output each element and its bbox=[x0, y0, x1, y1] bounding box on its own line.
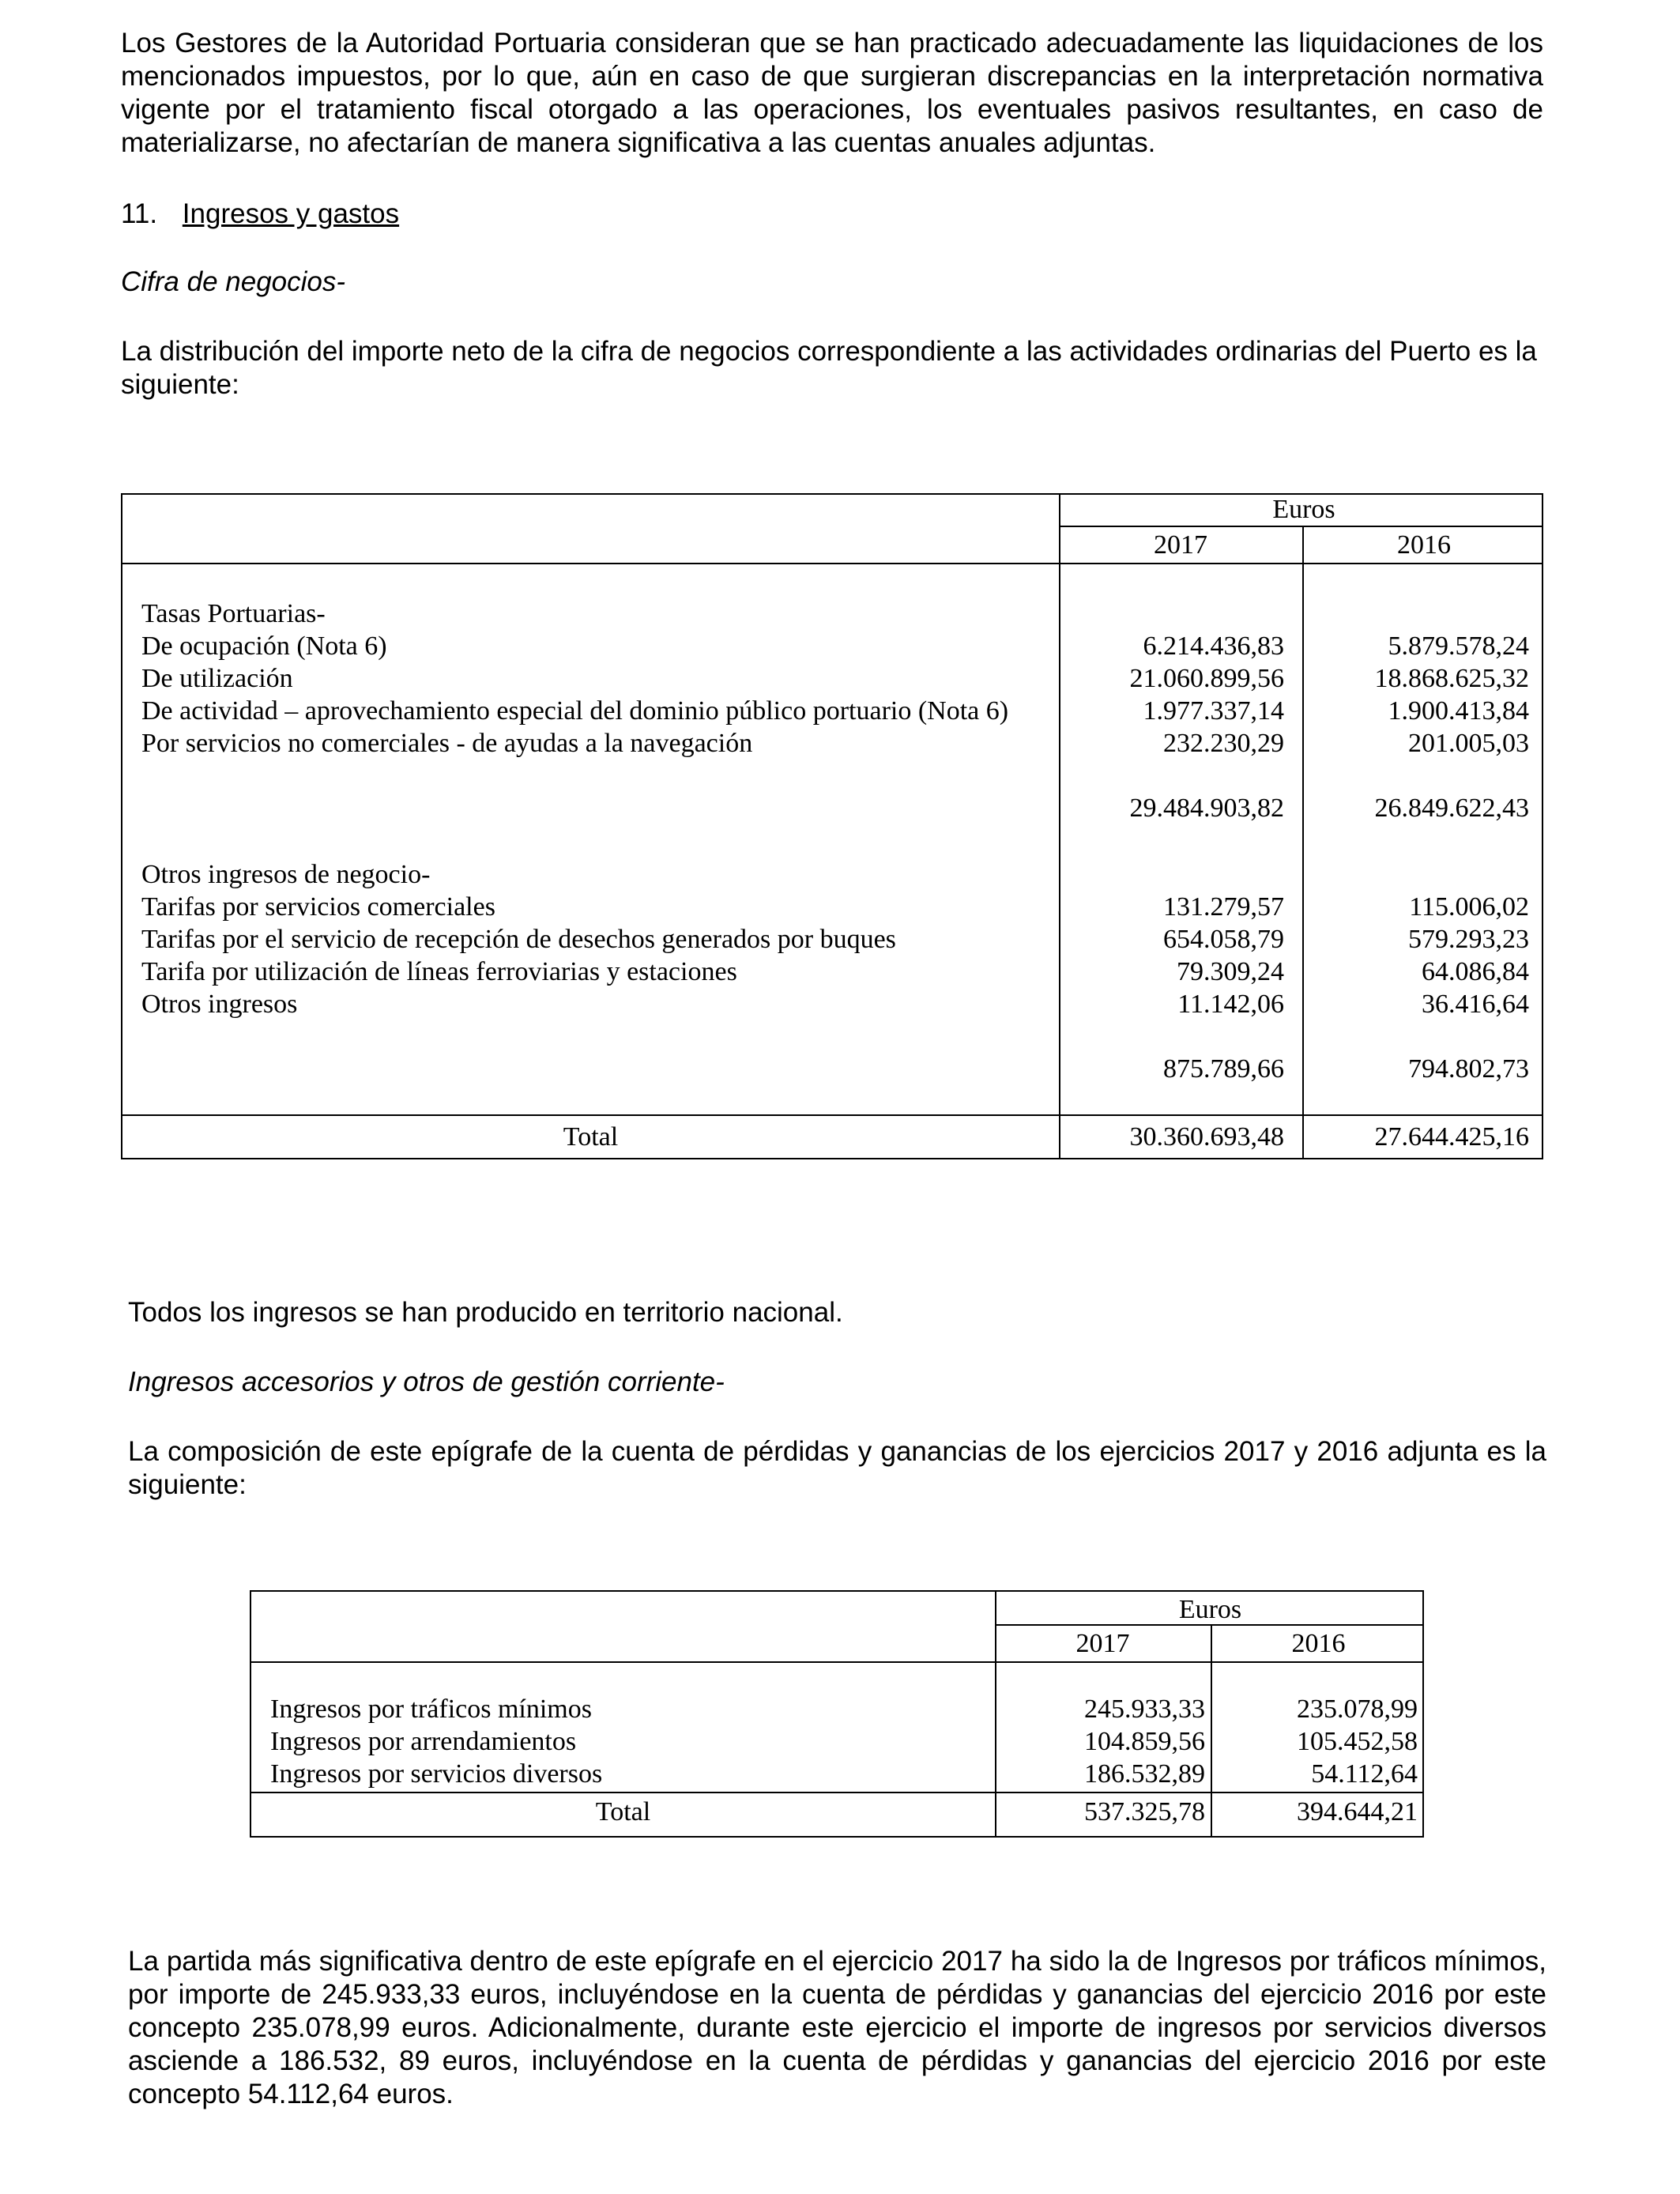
row-label: Ingresos por tráficos mínimos bbox=[270, 1695, 592, 1724]
row-value-2016: 54.112,64 bbox=[1311, 1759, 1418, 1789]
row-value-2017: 79.309,24 bbox=[1177, 957, 1284, 986]
table-divider bbox=[251, 1661, 1422, 1663]
cifra-negocios-table bbox=[121, 493, 1543, 1159]
total-2017: 30.360.693,48 bbox=[1129, 1122, 1284, 1152]
table-divider bbox=[122, 563, 1542, 564]
row-value-2016: 115.006,02 bbox=[1409, 892, 1529, 922]
row-value-2016: 64.086,84 bbox=[1422, 957, 1529, 986]
row-value-2017: 131.279,57 bbox=[1163, 892, 1284, 922]
accesorios-intro: La composición de este epígrafe de la cuenta de pérdidas y ganancias de los ejercicios 2017 y 2016 adjunta es la siguiente: bbox=[128, 1436, 1546, 1500]
cifra-negocios-subtitle: Cifra de negocios- bbox=[121, 266, 346, 297]
row-value-2017: 21.060.899,56 bbox=[1129, 664, 1284, 693]
row-label: De utilización bbox=[141, 664, 293, 693]
row-value-2017: 232.230,29 bbox=[1163, 729, 1284, 758]
row-label: Tarifa por utilización de líneas ferroviarias y estaciones bbox=[141, 957, 737, 986]
row-value-2016: 5.879.578,24 bbox=[1388, 631, 1529, 661]
row-label: Tarifas por el servicio de recepción de desechos generados por buques bbox=[141, 925, 896, 954]
row-label: Otros ingresos bbox=[141, 990, 298, 1019]
row-label: De actividad – aprovechamiento especial del dominio público portuario (Nota 6) bbox=[141, 696, 1009, 726]
table-divider bbox=[251, 1792, 1422, 1793]
cifra-negocios-intro: La distribución del importe neto de la cifra de negocios correspondiente a las actividades ordinarias del Puerto es la siguiente: bbox=[121, 336, 1537, 400]
row-label: Por servicios no comerciales - de ayudas a la navegación bbox=[141, 729, 753, 758]
year-header-2016: 2016 bbox=[1397, 530, 1451, 560]
section-title: Ingresos y gastos bbox=[182, 198, 400, 229]
group-title-otros: Otros ingresos de negocio- bbox=[141, 860, 431, 889]
subtotal-2016: 26.849.622,43 bbox=[1374, 794, 1529, 823]
row-value-2016: 18.868.625,32 bbox=[1374, 664, 1529, 693]
currency-header: Euros bbox=[1178, 1595, 1242, 1624]
row-value-2016: 1.900.413,84 bbox=[1388, 696, 1529, 726]
closing-paragraph: La partida más significativa dentro de este epígrafe en el ejercicio 2017 ha sido la de Ingresos por tráficos mínimos, por importe de 245.933,33 euros, incluyéndose en la cuenta de pérdidas y ganancias del ejercicio 2016 por este concepto 235.078,99 euros. Adicionalmente, durante este ejercicio el importe de ingresos por servicios diversos asciende a 186.532, 89 euros, incluyéndose en la cuenta de pérdidas y ganancias del ejercicio 2016 por este concepto 54.112,64 euros. bbox=[128, 1946, 1546, 2109]
subtotal-2017: 875.789,66 bbox=[1163, 1054, 1284, 1084]
section-number: 11. bbox=[121, 198, 158, 229]
year-header-2017: 2017 bbox=[1154, 530, 1207, 560]
row-value-2017: 245.933,33 bbox=[1084, 1695, 1205, 1724]
accesorios-table bbox=[250, 1590, 1424, 1838]
row-value-2016: 235.078,99 bbox=[1297, 1695, 1418, 1724]
total-2016: 27.644.425,16 bbox=[1374, 1122, 1529, 1152]
row-label: De ocupación (Nota 6) bbox=[141, 631, 387, 661]
accesorios-subtitle: Ingresos accesorios y otros de gestión corriente- bbox=[128, 1367, 725, 1397]
table-divider bbox=[1059, 526, 1542, 527]
row-value-2016: 201.005,03 bbox=[1408, 729, 1529, 758]
row-value-2017: 1.977.337,14 bbox=[1143, 696, 1284, 726]
row-label: Ingresos por arrendamientos bbox=[270, 1727, 577, 1756]
table-divider bbox=[122, 1114, 1542, 1116]
row-value-2016: 579.293,23 bbox=[1408, 925, 1529, 954]
row-value-2017: 186.532,89 bbox=[1084, 1759, 1205, 1789]
row-value-2017: 11.142,06 bbox=[1177, 990, 1284, 1019]
row-value-2017: 6.214.436,83 bbox=[1143, 631, 1284, 661]
total-2017: 537.325,78 bbox=[1084, 1797, 1205, 1826]
year-header-2017: 2017 bbox=[1075, 1629, 1130, 1658]
row-value-2016: 36.416,64 bbox=[1422, 990, 1529, 1019]
intro-paragraph: Los Gestores de la Autoridad Portuaria consideran que se han practicado adecuadamente las liquidaciones de los mencionados impuestos, por lo que, aún en caso de que surgieran discrepancias en la interpretación normativa vigente por el tratamiento fiscal otorgado a las operaciones, los eventuales pasivos resultantes, en caso de materializarse, no afectarían de manera significativa a las cuentas anuales adjuntas. bbox=[121, 28, 1543, 158]
currency-header: Euros bbox=[1272, 495, 1335, 524]
row-value-2017: 104.859,56 bbox=[1084, 1727, 1205, 1756]
total-label: Total bbox=[595, 1797, 651, 1826]
subtotal-2016: 794.802,73 bbox=[1408, 1054, 1529, 1084]
nacional-text: Todos los ingresos se han producido en territorio nacional. bbox=[128, 1297, 843, 1328]
total-2016: 394.644,21 bbox=[1297, 1797, 1418, 1826]
row-value-2017: 654.058,79 bbox=[1163, 925, 1284, 954]
subtotal-2017: 29.484.903,82 bbox=[1129, 794, 1284, 823]
row-label: Ingresos por servicios diversos bbox=[270, 1759, 603, 1789]
total-label: Total bbox=[563, 1122, 619, 1152]
group-title-tasas: Tasas Portuarias- bbox=[141, 599, 326, 628]
row-label: Tarifas por servicios comerciales bbox=[141, 892, 495, 922]
section-heading bbox=[121, 198, 399, 231]
row-value-2016: 105.452,58 bbox=[1297, 1727, 1418, 1756]
year-header-2016: 2016 bbox=[1291, 1629, 1346, 1658]
